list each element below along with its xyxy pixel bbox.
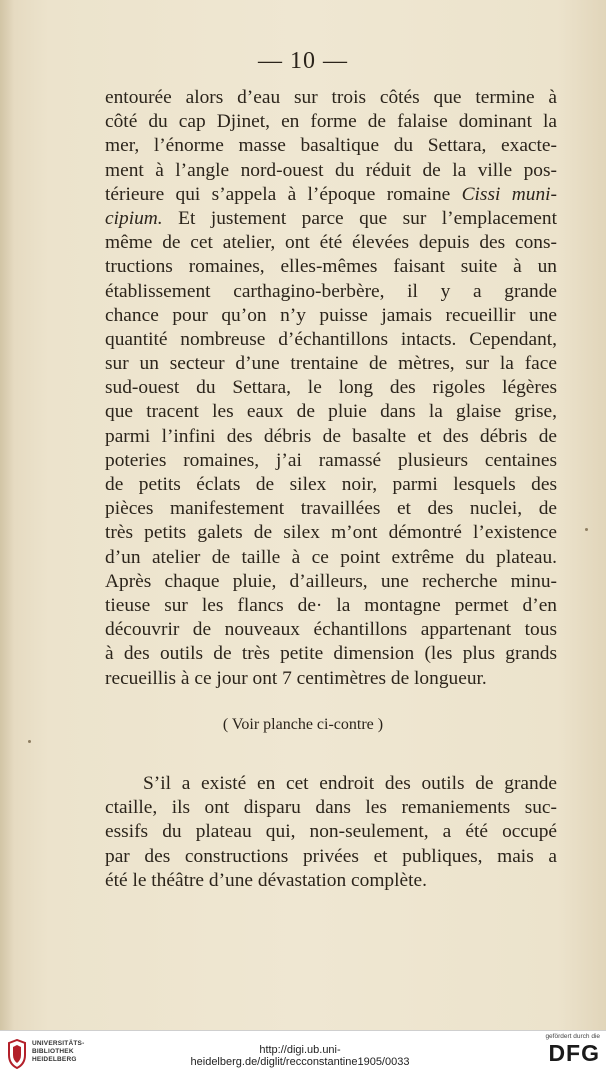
- permalink-url[interactable]: http://digi.ub.uni-heidelberg.de/diglit/recconstantine1905/0033: [190, 1044, 410, 1068]
- text-line: mer, l’énorme masse basaltique du Settara, exacte-: [105, 135, 557, 157]
- page-spine-shadow: [0, 0, 14, 1030]
- text-line: recueillis à ce jour ont 7 centimètres de longueur.: [105, 667, 487, 689]
- text-line: poteries romaines, j’ai ramassé plusieurs centaines: [105, 449, 557, 471]
- text-line: établissement carthagino-berbère, il y a grande: [105, 280, 557, 302]
- library-name-line: HEIDELBERG: [32, 1056, 77, 1063]
- text-line: découvrir de nouveaux échantillons appartenant tous: [105, 619, 557, 641]
- paper-speck: [28, 740, 31, 743]
- text-line: tructions romaines, elles-mêmes faisant suite à un: [105, 256, 557, 278]
- page-number: — 10 —: [258, 48, 348, 74]
- text-line: S’il a existé en cet endroit des outils de grande: [143, 773, 557, 794]
- funded-by-label: gefördert durch die: [545, 1033, 600, 1040]
- text-line: de petits éclats de silex noir, parmi lesquels des: [105, 474, 557, 495]
- library-logo[interactable]: [6, 1037, 86, 1071]
- text-line: entourée alors d’eau sur trois côtés que termine à: [105, 87, 557, 108]
- dfg-wordmark: DFG: [548, 1040, 600, 1066]
- italic-term: cipium.: [105, 207, 163, 229]
- text-line: par des constructions privées et publiques, mais a: [105, 845, 557, 867]
- text-line: été le théâtre d’une dévastation complète.: [105, 869, 427, 891]
- paragraph-1: [105, 86, 557, 691]
- text-line: essifs du plateau qui, non-seulement, a été occupé: [105, 821, 557, 843]
- text-line: [105, 183, 557, 207]
- library-name-line: BIBLIOTHEK: [32, 1048, 74, 1055]
- text-line: parmi l’infini des débris de basalte et des débris de: [105, 425, 557, 447]
- italic-term: Cissi muni-: [461, 183, 557, 205]
- text-line: sur un secteur d’une trentaine de mètres, sur la face: [105, 353, 557, 375]
- text-line: très petits galets de silex m’ont démontré l’existence: [105, 522, 557, 544]
- text-line: Après chaque pluie, d’ailleurs, une recherche minu-: [105, 570, 557, 592]
- text-line: [105, 207, 557, 231]
- paper-speck: [585, 528, 588, 531]
- viewer-footer: [0, 1030, 606, 1075]
- text-line: à des outils de très petite dimension (les plus grands: [105, 643, 557, 665]
- text-line: d’un atelier de taille à ce point extrême du plateau.: [105, 546, 557, 568]
- text-line: tieuse sur les flancs de· la montagne permet d’en: [105, 594, 557, 616]
- text-line: sud-ouest du Settara, le long des rigoles légères: [105, 377, 557, 399]
- text-line: pièces manifestement travaillées et des nuclei, de: [105, 498, 557, 520]
- text-segment: térieure qui s’appela à l’époque romaine: [105, 183, 451, 205]
- text-line: ment à l’angle nord-ouest du réduit de la ville pos-: [105, 159, 557, 181]
- library-name-line: UNIVERSITÄTS-: [32, 1040, 85, 1047]
- text-line: côté du cap Djinet, en forme de falaise dominant la: [105, 111, 557, 133]
- plate-reference-caption: ( Voir planche ci-contre ): [222, 716, 384, 733]
- funder-logo[interactable]: [530, 1033, 600, 1073]
- text-line: même de cet atelier, ont été élevées depuis des cons-: [105, 232, 557, 254]
- library-name: [32, 1040, 84, 1064]
- text-line: ctaille, ils ont disparu dans les remaniements suc-: [105, 797, 557, 819]
- text-line: quantité nombreuse d’échantillons intacts. Cependant,: [105, 328, 557, 350]
- text-line: chance pour qu’on n’y puisse jamais recueillir une: [105, 304, 557, 326]
- text-line: que tracent les eaux de pluie dans la glaise grise,: [105, 401, 557, 423]
- library-crest-icon: [6, 1039, 28, 1069]
- text-segment: Et justement parce que sur l’emplacement: [162, 207, 557, 229]
- paragraph-2: [105, 772, 557, 893]
